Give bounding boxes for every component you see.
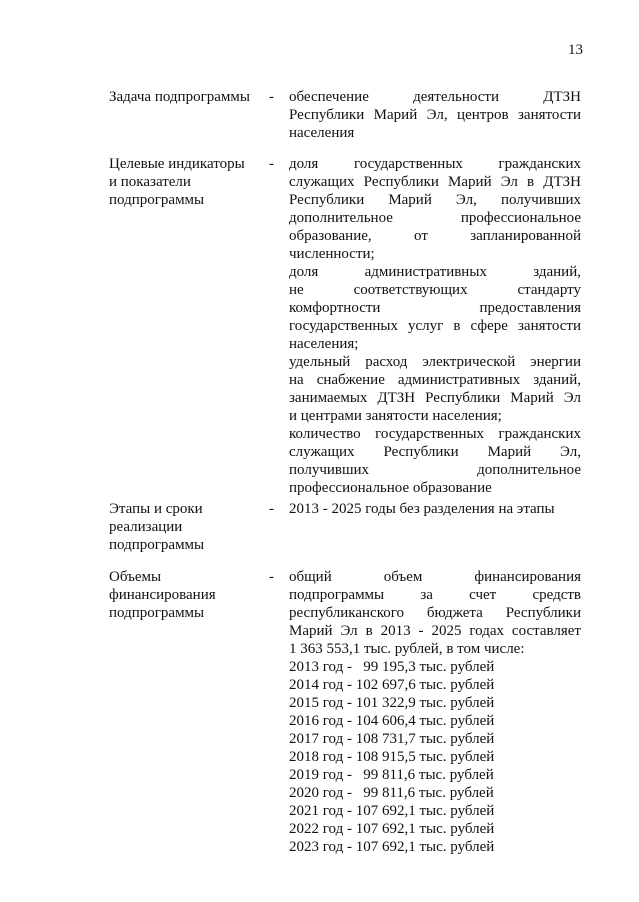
label-line: подпрограммы (109, 605, 205, 621)
row-value (289, 88, 581, 142)
row-dash: - (269, 501, 274, 517)
label-line: Этапы и сроки (109, 501, 203, 517)
funding-year-line: 2013 год - 99 195,3 тыс. рублей (289, 659, 495, 675)
value-line: дополнительное профессиональное (289, 210, 581, 226)
row-value (289, 568, 581, 856)
row-dash: - (269, 89, 274, 105)
page-number: 13 (568, 42, 583, 58)
value-line: на снабжение административных зданий, (289, 372, 581, 388)
label-line: и показатели (109, 174, 191, 190)
value-line: удельный расход электрической энергии (289, 354, 581, 370)
funding-year-line: 2020 год - 99 811,6 тыс. рублей (289, 785, 494, 801)
value-line: Республики Марий Эл, получивших (289, 192, 581, 208)
row-value (289, 155, 581, 497)
row-label (109, 500, 259, 554)
row-dash: - (269, 156, 274, 172)
funding-year-line: 2019 год - 99 811,6 тыс. рублей (289, 767, 494, 783)
value-line: занимаемых ДТЗН Республики Марий Эл (289, 390, 581, 406)
funding-year-line: 2017 год - 108 731,7 тыс. рублей (289, 731, 495, 747)
row-dash: - (269, 569, 274, 585)
row-value (289, 500, 581, 518)
value-line: комфортности предоставления (289, 300, 581, 316)
value-line: образование, от запланированной (289, 228, 581, 244)
value-line: доля административных зданий, (289, 264, 581, 280)
value-line: 1 363 553,1 тыс. рублей, в том числе: (289, 641, 525, 657)
funding-year-line: 2023 год - 107 692,1 тыс. рублей (289, 839, 495, 855)
value-line: не соответствующих стандарту (289, 282, 581, 298)
value-line: профессиональное образование (289, 480, 492, 496)
value-line: доля государственных гражданских (289, 156, 581, 172)
label-line: реализации (109, 519, 183, 535)
value-line: количество государственных гражданских (289, 426, 581, 442)
funding-year-line: 2015 год - 101 322,9 тыс. рублей (289, 695, 495, 711)
value-line: подпрограммы за счет средств (289, 587, 581, 603)
label-line: Целевые индикаторы (109, 156, 245, 172)
row-label (109, 568, 259, 622)
value-line: и центрами занятости населения; (289, 408, 502, 424)
label-line: Объемы (109, 569, 162, 585)
funding-year-line: 2022 год - 107 692,1 тыс. рублей (289, 821, 495, 837)
value-line: общий объем финансирования (289, 569, 581, 585)
funding-year-line: 2021 год - 107 692,1 тыс. рублей (289, 803, 495, 819)
funding-year-line: 2014 год - 102 697,6 тыс. рублей (289, 677, 495, 693)
label-line: подпрограммы (109, 537, 205, 553)
label-line: финансирования (109, 587, 216, 603)
value-line: Республики Марий Эл, центров занятости (289, 107, 581, 123)
value-line: получивших дополнительное (289, 462, 581, 478)
row-label (109, 155, 259, 209)
value-line: обеспечение деятельности ДТЗН (289, 89, 581, 105)
label-line: подпрограммы (109, 192, 205, 208)
value-line: государственных услуг в сфере занятости (289, 318, 581, 334)
value-line: республиканского бюджета Республики (289, 605, 581, 621)
value-line: населения; (289, 336, 359, 352)
row-label (109, 88, 259, 106)
label-line: Задача подпрограммы (109, 89, 250, 105)
value-line: служащих Республики Марий Эл, (289, 444, 581, 460)
funding-year-line: 2016 год - 104 606,4 тыс. рублей (289, 713, 495, 729)
funding-year-line: 2018 год - 108 915,5 тыс. рублей (289, 749, 495, 765)
value-line: Марий Эл в 2013 - 2025 годах составляет (289, 623, 581, 639)
value-line: служащих Республики Марий Эл в ДТЗН (289, 174, 581, 190)
value-line: 2013 - 2025 годы без разделения на этапы (289, 501, 555, 517)
value-line: численности; (289, 246, 375, 262)
value-line: населения (289, 125, 355, 141)
